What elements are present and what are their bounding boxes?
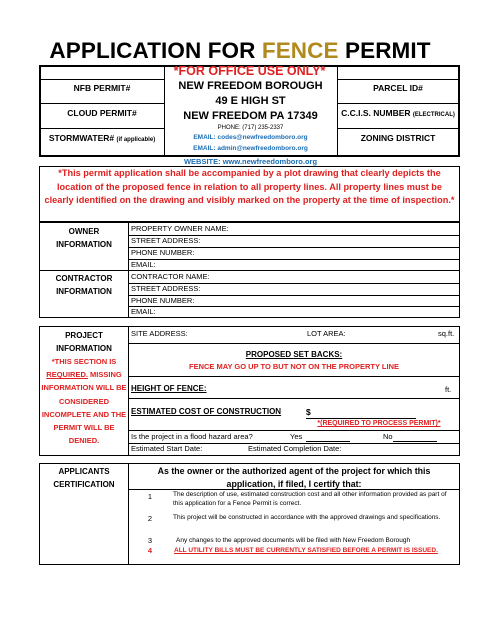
org-address1: 49 E HIGH ST (215, 95, 286, 107)
contractor-info-label: CONTRACTOR INFORMATION (55, 274, 113, 296)
owner-email-field[interactable]: EMAIL: (131, 260, 156, 269)
site-address-field[interactable]: SITE ADDRESS: (131, 329, 188, 338)
cert-item-text: The description of use, estimated construction cost and all other information provided as part of this application for a Fence Permit is correct. (173, 491, 447, 507)
page-title (0, 38, 480, 64)
contractor-name-field[interactable]: CONTRACTOR NAME: (131, 272, 210, 281)
flood-yes-blank[interactable] (306, 441, 350, 442)
flood-yes-label: Yes (290, 432, 303, 441)
project-info-label: PROJECT INFORMATION (56, 331, 112, 353)
cert-item-text: Any changes to the approved documents will be filed with New Freedom Borough (176, 537, 411, 544)
contractor-street-field[interactable]: STREET ADDRESS: (131, 284, 201, 293)
office-use-header: *FOR OFFICE USE ONLY* (173, 64, 326, 78)
divider (129, 259, 459, 260)
org-email-admin[interactable]: EMAIL: admin@newfreedomboro.org (193, 145, 308, 152)
required-part3: MISSING INFORMATION WILL BE CONSIDERED INCOMPLETE AND THE PERMIT WILL BE DENIED. (41, 370, 127, 446)
parcel-id-label: PARCEL ID# (373, 83, 423, 93)
divider (129, 306, 459, 307)
divider (40, 79, 164, 80)
org-address2: NEW FREEDOM PA 17349 (183, 110, 318, 122)
org-email-codes[interactable]: EMAIL: codes@newfreedomboro.org (193, 134, 308, 141)
divider (40, 128, 164, 129)
required-section-warning (40, 355, 128, 447)
cert-item-utility-warning: ALL UTILITY BILLS MUST BE CURRENTLY SATISFIED BEFORE A PERMIT IS ISSUED. (174, 547, 438, 554)
owner-street-field[interactable]: STREET ADDRESS: (131, 236, 201, 245)
divider (337, 79, 459, 80)
divider (128, 327, 129, 455)
divider (40, 103, 164, 104)
cert-item-number: 4 (147, 546, 153, 555)
contractor-phone-field[interactable]: PHONE NUMBER: (131, 296, 195, 305)
flood-no-blank[interactable] (393, 441, 437, 442)
flood-no-label: No (383, 432, 393, 441)
cost-required-note: *(REQUIRED TO PROCESS PERMIT)* (317, 420, 441, 427)
org-phone: PHONE: (717) 235-2337 (217, 125, 284, 131)
cloud-permit-label: CLOUD PERMIT# (67, 108, 137, 118)
flood-hazard-question: Is the project in a flood hazard area? (131, 432, 253, 441)
title-part1: APPLICATION FOR (49, 38, 262, 63)
plot-drawing-notice: *This permit application shall be accompanied by a plot drawing that clearly depicts the location of the proposed fence in relation to all property lines. All property lines must be clearly identified on the drawing and visibly marked on the property at the time of inspection.* (44, 168, 455, 206)
certification-heading: As the owner or the authorized agent of the project for which this application, if filed, I certify that: (157, 466, 431, 489)
zoning-label: ZONING DISTRICT (360, 133, 436, 143)
divider (337, 103, 459, 104)
lot-area-unit: sq.ft. (438, 329, 455, 338)
required-part2: REQUIRED. (46, 370, 88, 380)
title-part3: PERMIT (338, 38, 431, 63)
estimated-cost-field[interactable]: ESTIMATED COST OF CONSTRUCTION (131, 407, 282, 416)
nfb-permit-label: NFB PERMIT# (73, 83, 131, 93)
divider (128, 464, 129, 564)
setbacks-title: PROPOSED SET BACKS: (245, 350, 343, 359)
required-part1: *THIS SECTION IS (51, 357, 117, 366)
completion-date-field[interactable]: Estimated Completion Date: (248, 444, 342, 453)
owner-phone-field[interactable]: PHONE NUMBER: (131, 248, 195, 257)
divider (129, 398, 459, 399)
ccis-note: (ELECTRICAL) (412, 112, 455, 118)
divider (337, 128, 459, 129)
lot-area-field[interactable]: LOT AREA: (307, 329, 346, 338)
divider (129, 343, 459, 344)
divider (129, 376, 459, 377)
fence-height-unit: ft. (445, 385, 452, 394)
owner-info-label: OWNER INFORMATION (56, 227, 112, 249)
org-website-link[interactable]: WEBSITE: www.newfreedomboro.org (183, 157, 318, 166)
cost-underline (306, 418, 416, 419)
cost-dollar-sign: $ (306, 407, 311, 417)
fence-height-field[interactable]: HEIGHT OF FENCE: (131, 384, 207, 393)
cert-item-text: This project will be constructed in accordance with the approved drawings and specifications. (173, 514, 441, 521)
title-fence-word: FENCE (261, 38, 339, 63)
ccis-text: C.C.I.S. NUMBER (341, 108, 411, 118)
contractor-email-field[interactable]: EMAIL: (131, 307, 156, 316)
stormwater-text: STORMWATER# (48, 133, 115, 143)
start-date-field[interactable]: Estimated Start Date: (131, 444, 203, 453)
cert-item-number: 3 (147, 536, 153, 545)
owner-name-field[interactable]: PROPERTY OWNER NAME: (131, 224, 229, 233)
org-name: NEW FREEDOM BOROUGH (178, 80, 323, 92)
setbacks-rule: FENCE MAY GO UP TO BUT NOT ON THE PROPERTY LINE (188, 362, 400, 371)
cert-item-number: 2 (147, 514, 153, 523)
divider (40, 270, 459, 271)
cert-item-number: 1 (147, 492, 153, 501)
applicant-certification-label: APPLICANTS CERTIFICATION (53, 467, 115, 489)
ccis-label (337, 108, 459, 118)
stormwater-label (40, 133, 164, 143)
stormwater-note: (if applicable) (116, 137, 156, 143)
